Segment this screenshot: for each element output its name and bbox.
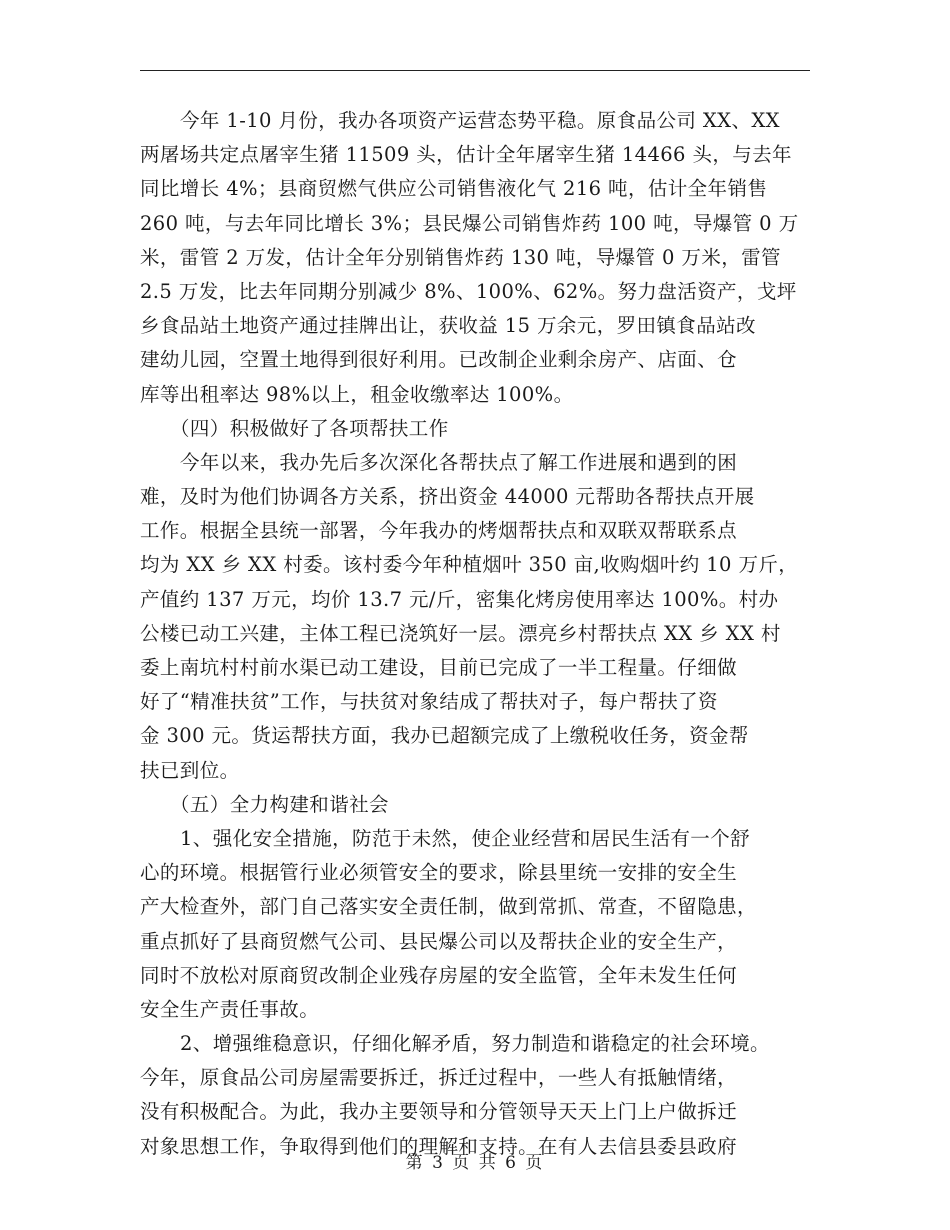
text-line: 安全生产责任事故。 bbox=[140, 997, 320, 1021]
document-body bbox=[140, 104, 830, 1164]
text-line: 今年，原食品公司房屋需要拆迁，拆迁过程中，一些人有抵触情绪， bbox=[140, 1066, 738, 1090]
text-line: 委上南坑村村前水渠已动工建设，目前已完成了一半工程量。仔细做 bbox=[140, 656, 738, 679]
text-line: 金 300 元。货运帮扶方面，我办已超额完成了上缴税收任务，资金帮 bbox=[140, 724, 749, 748]
text-line: 难，及时为他们协调各方关系，挤出资金 44000 元帮助各帮扶点开展 bbox=[140, 485, 755, 509]
text-line: 均为 XX 乡 XX 村委。该村委今年种植烟叶 350 亩,收购烟叶约 10 万斤， bbox=[140, 553, 799, 577]
text-line: 今年 1-10 月份，我办各项资产运营态势平稳。原食品公司 XX、XX bbox=[180, 109, 780, 132]
text-line: 乡食品站土地资产通过挂牌出让，获收益 15 万余元，罗田镇食品站改 bbox=[140, 314, 756, 338]
text-line: 今年以来，我办先后多次深化各帮扶点了解工作进展和遇到的困 bbox=[180, 450, 738, 474]
text-line: 重点抓好了县商贸燃气公司、县民爆公司以及帮扶企业的安全生产， bbox=[140, 929, 738, 953]
text-line: 心的环境。根据管行业必须管安全的要求，除县里统一安排的安全生 bbox=[140, 861, 738, 885]
page-footer: 第 3 页 共 6 页 bbox=[405, 1153, 545, 1173]
text-line: 两屠场共定点屠宰生猪 11509 头，估计全年屠宰生猪 14466 头，与去年 bbox=[140, 143, 792, 167]
text-line: 好了“精准扶贫”工作，与扶贫对象结成了帮扶对子，每户帮扶了资 bbox=[140, 690, 718, 714]
text-line: 建幼儿园，空置土地得到很好利用。已改制企业剩余房产、店面、仓 bbox=[140, 348, 738, 372]
text-line: 同时不放松对原商贸改制企业残存房屋的安全监管，全年未发生任何 bbox=[140, 963, 738, 987]
text-line: （五）全力构建和谐社会 bbox=[170, 792, 389, 816]
text-line: 1、强化安全措施，防范于未然，使企业经营和居民生活有一个舒 bbox=[180, 826, 751, 850]
text-line: （四）积极做好了各项帮扶工作 bbox=[170, 416, 449, 440]
text-line: 公楼已动工兴建，主体工程已浇筑好一层。漂亮乡村帮扶点 XX 乡 XX 村 bbox=[140, 621, 781, 645]
text-line: 260 吨，与去年同比增长 3%；县民爆公司销售炸药 100 吨，导爆管 0 万 bbox=[140, 211, 799, 235]
header-rule bbox=[140, 70, 810, 71]
text-line: 产值约 137 万元，均价 13.7 元/斤，密集化烤房使用率达 100%。村办 bbox=[140, 587, 779, 611]
text-line: 工作。根据全县统一部署，今年我办的烤烟帮扶点和双联双帮联系点 bbox=[140, 519, 738, 543]
text-line: 没有积极配合。为此，我办主要领导和分管领导天天上门上户做拆迁 bbox=[140, 1100, 738, 1124]
text-line: 扶已到位。 bbox=[140, 758, 240, 782]
text-line: 库等出租率达 98%以上，租金收缴率达 100%。 bbox=[140, 382, 574, 406]
text-line: 产大检查外，部门自己落实安全责任制，做到常抓、常查，不留隐患， bbox=[140, 895, 757, 919]
text-line: 同比增长 4%；县商贸燃气供应公司销售液化气 216 吨，估计全年销售 bbox=[140, 177, 768, 201]
text-line: 米，雷管 2 万发，估计全年分别销售炸药 130 吨，导爆管 0 万米，雷管 bbox=[140, 245, 781, 269]
text-line: 对象思想工作，争取得到他们的理解和支持。在有人去信县委县政府 bbox=[140, 1134, 738, 1158]
text-line: 2.5 万发，比去年同期分别减少 8%、100%、62%。努力盘活资产，戈坪 bbox=[140, 279, 797, 303]
text-line: 2、增强维稳意识，仔细化解矛盾，努力制造和谐稳定的社会环境。 bbox=[180, 1032, 770, 1056]
